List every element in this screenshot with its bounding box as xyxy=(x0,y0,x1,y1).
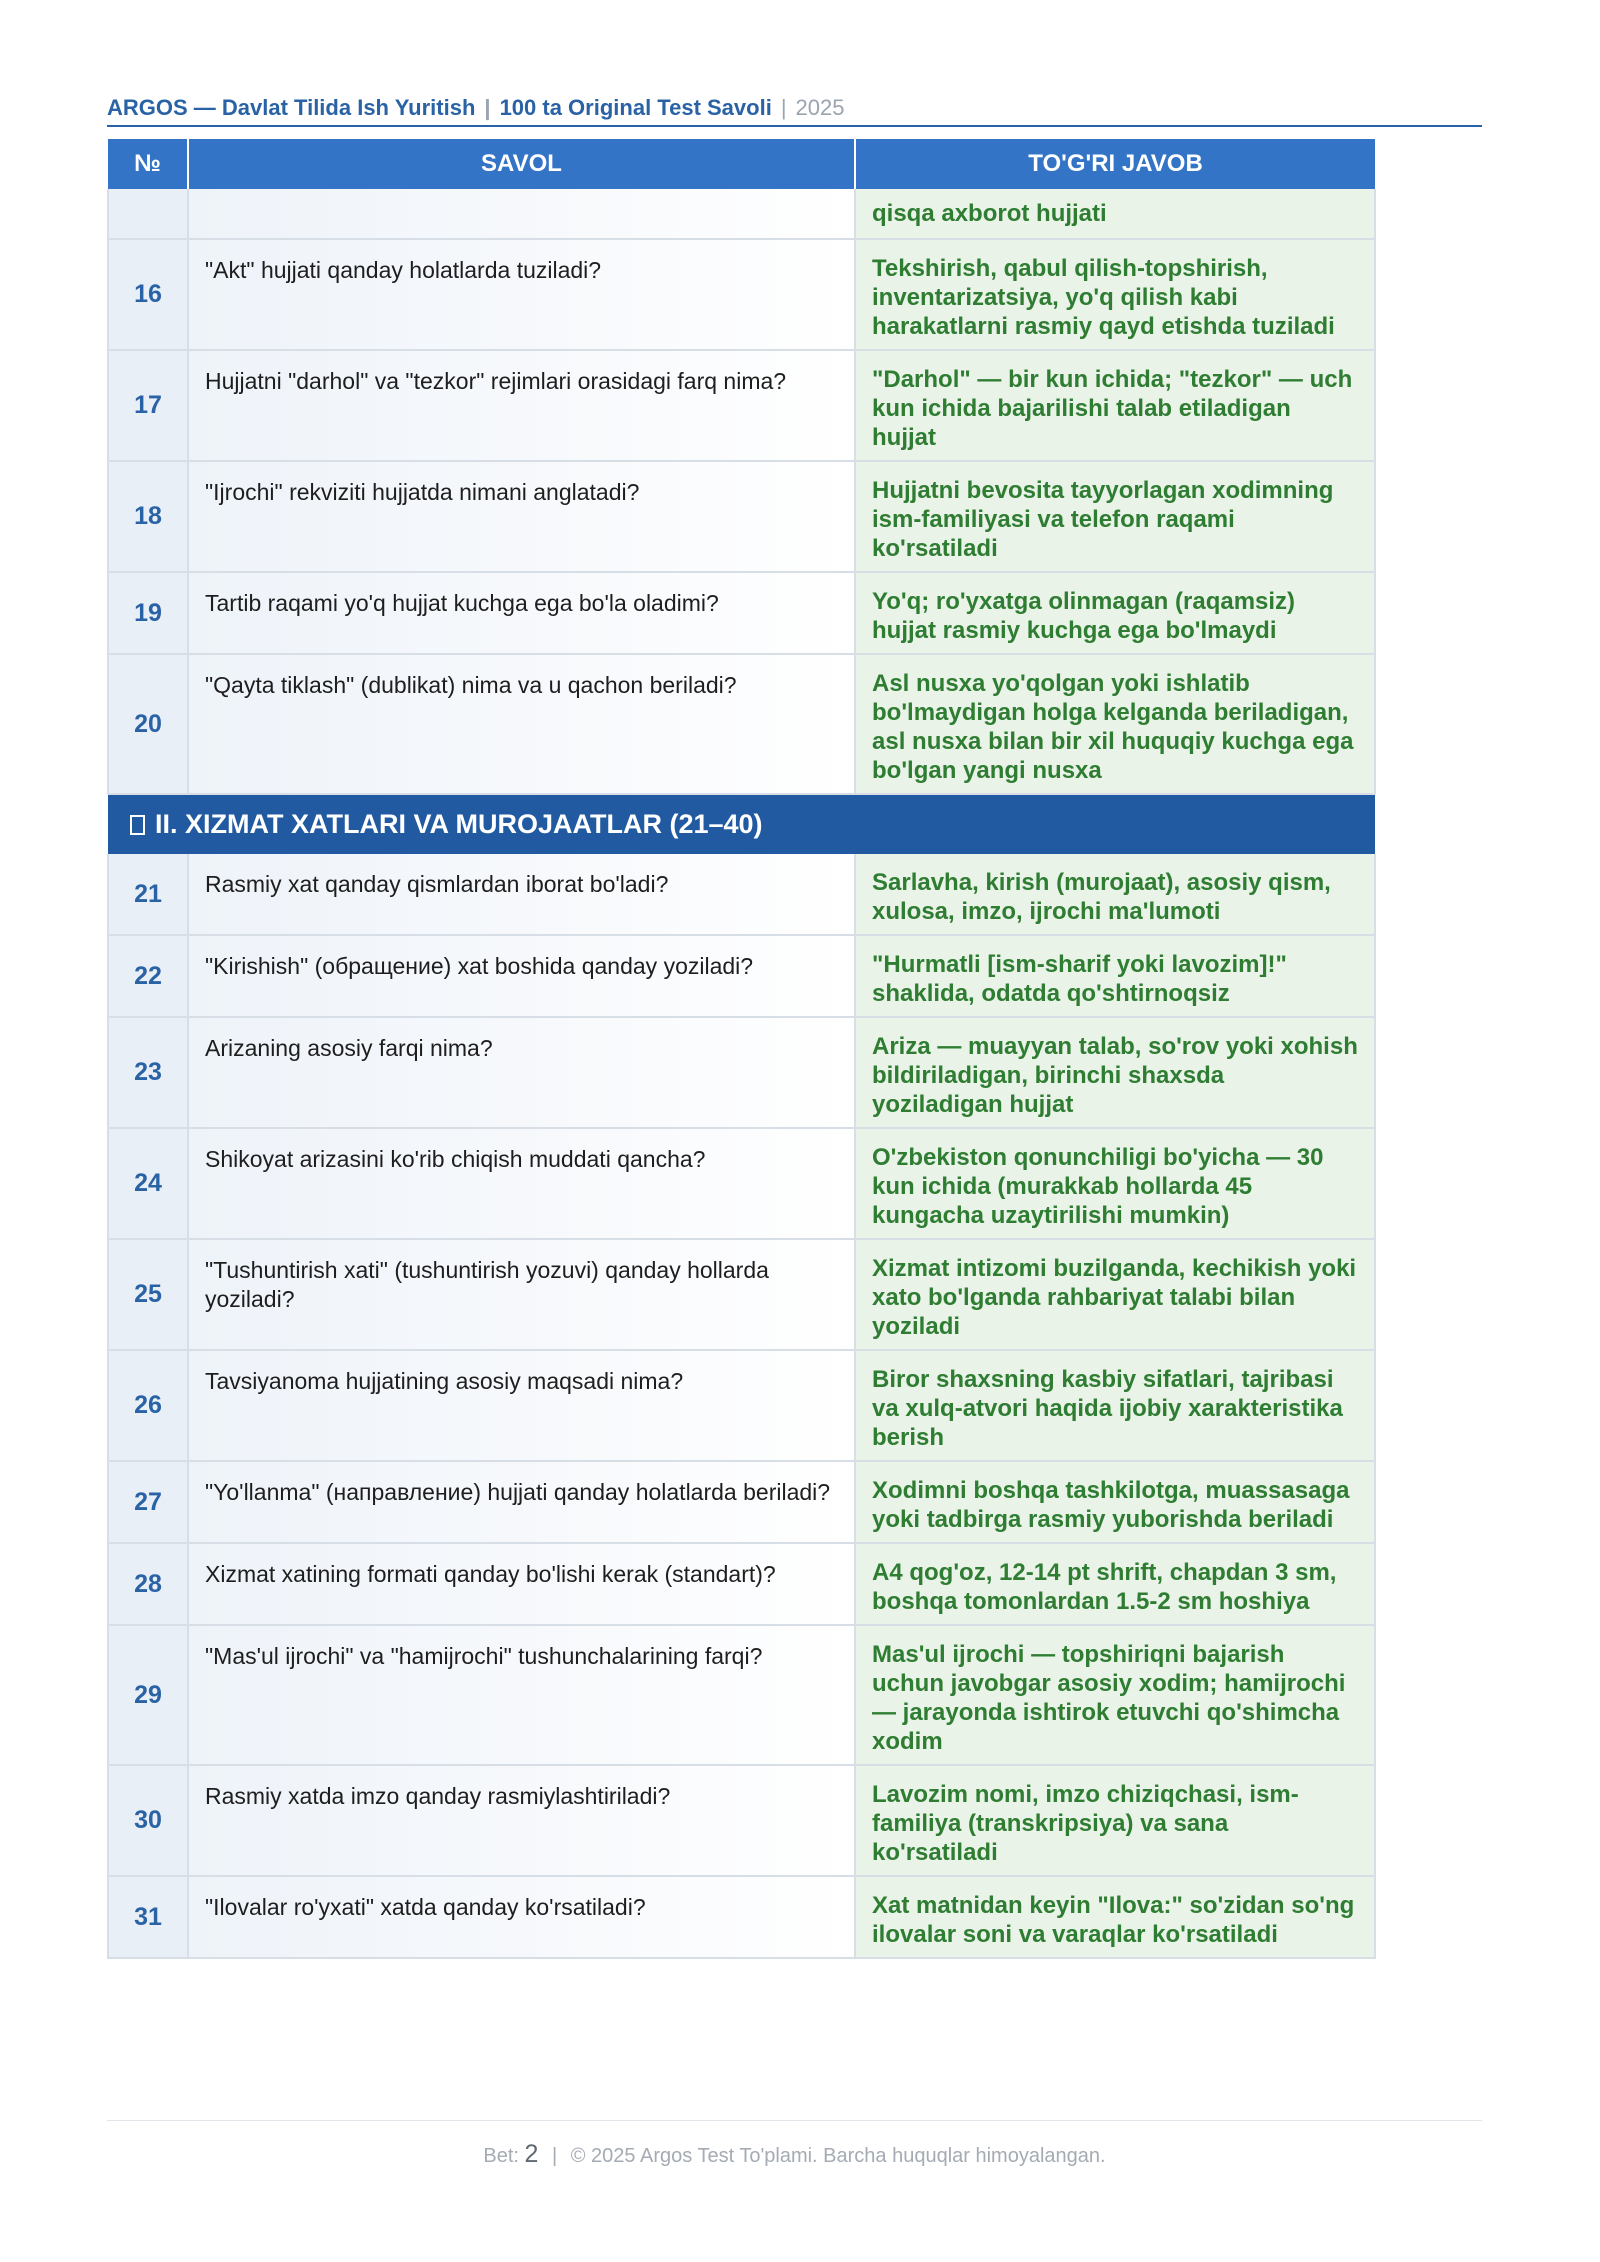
table-header-row xyxy=(108,139,1375,189)
question-text: "Ilovalar ro'yxati" xatda qanday ko'rsatiladi? xyxy=(188,1876,855,1958)
page-footer xyxy=(107,2120,1482,2169)
answer-text: Biror shaxsning kasbiy sifatlari, tajribasi va xulq-atvori haqida ijobiy xarakteristika berish xyxy=(855,1350,1375,1461)
table-row xyxy=(108,854,1375,935)
row-number: 25 xyxy=(108,1239,188,1350)
answer-text: Mas'ul ijrochi — topshiriqni bajarish uchun javobgar asosiy xodim; hamijrochi — jarayonda ishtirok etuvchi qo'shimcha xodim xyxy=(855,1625,1375,1765)
row-number-cell xyxy=(108,189,188,239)
header-separator-2: | xyxy=(780,95,787,120)
section-header-row xyxy=(108,794,1375,854)
answer-text: Sarlavha, kirish (murojaat), asosiy qism, xulosa, imzo, ijrochi ma'lumoti xyxy=(855,854,1375,935)
row-number: 29 xyxy=(108,1625,188,1765)
row-number: 24 xyxy=(108,1128,188,1239)
answer-text: "Darhol" — bir kun ichida; "tezkor" — uch kun ichida bajarilishi talab etiladigan hujjat xyxy=(855,350,1375,461)
table-row xyxy=(108,239,1375,350)
question-text: "Akt" hujjati qanday holatlarda tuziladi? xyxy=(188,239,855,350)
table-row xyxy=(108,1128,1375,1239)
column-header-number: № xyxy=(108,139,188,189)
question-text: Tavsiyanoma hujjatining asosiy maqsadi nima? xyxy=(188,1350,855,1461)
footer-page-number: 2 xyxy=(524,2140,539,2168)
footer-copyright: © 2025 Argos Test To'plami. Barcha huquqlar himoyalangan. xyxy=(570,2145,1106,2167)
header-title: ARGOS — Davlat Tilida Ish Yuritish xyxy=(107,95,476,120)
answer-text: Asl nusxa yo'qolgan yoki ishlatib bo'lmaydigan holga kelganda beriladigan, asl nusxa bilan bir xil huquqiy kuchga ega bo'lgan yangi nusxa xyxy=(855,654,1375,794)
table-row xyxy=(108,572,1375,654)
question-text: Rasmiy xatda imzo qanday rasmiylashtiriladi? xyxy=(188,1765,855,1876)
question-text: "Tushuntirish xati" (tushuntirish yozuvi) qanday hollarda yoziladi? xyxy=(188,1239,855,1350)
question-text: "Qayta tiklash" (dublikat) nima va u qachon beriladi? xyxy=(188,654,855,794)
answer-cell: qisqa axborot hujjati xyxy=(855,189,1375,239)
row-number: 28 xyxy=(108,1543,188,1625)
row-number: 26 xyxy=(108,1350,188,1461)
table-row xyxy=(108,461,1375,572)
answer-text: Hujjatni bevosita tayyorlagan xodimning ism-familiyasi va telefon raqami ko'rsatiladi xyxy=(855,461,1375,572)
row-number: 16 xyxy=(108,239,188,350)
question-cell xyxy=(188,189,855,239)
footer-separator: | xyxy=(552,2145,558,2167)
column-header-answer: TO'G'RI JAVOB xyxy=(855,139,1375,189)
page-header xyxy=(107,93,1482,127)
table-row xyxy=(108,1461,1375,1543)
table-row xyxy=(108,350,1375,461)
footer-page-label: Bet: xyxy=(483,2145,519,2167)
row-number: 19 xyxy=(108,572,188,654)
question-text: "Ijrochi" rekviziti hujjatda nimani anglatadi? xyxy=(188,461,855,572)
answer-text: Xodimni boshqa tashkilotga, muassasaga yoki tadbirga rasmiy yuborishda beriladi xyxy=(855,1461,1375,1543)
row-number: 27 xyxy=(108,1461,188,1543)
table-row-continuation xyxy=(108,189,1375,239)
column-header-question: SAVOL xyxy=(188,139,855,189)
table-row xyxy=(108,1543,1375,1625)
table-row xyxy=(108,1876,1375,1958)
table-row xyxy=(108,1765,1375,1876)
row-number: 22 xyxy=(108,935,188,1017)
table-row xyxy=(108,1350,1375,1461)
row-number: 30 xyxy=(108,1765,188,1876)
row-number: 23 xyxy=(108,1017,188,1128)
question-text: Xizmat xatining formati qanday bo'lishi kerak (standart)? xyxy=(188,1543,855,1625)
table-row xyxy=(108,1239,1375,1350)
question-text: Hujjatni "darhol" va "tezkor" rejimlari orasidagi farq nima? xyxy=(188,350,855,461)
question-text: "Yo'llanma" (направление) hujjati qanday holatlarda beriladi? xyxy=(188,1461,855,1543)
answer-text: Tekshirish, qabul qilish-topshirish, inventarizatsiya, yo'q qilish kabi harakatlarni rasmiy qayd etishda tuziladi xyxy=(855,239,1375,350)
answer-text: O'zbekiston qonunchiligi bo'yicha — 30 kun ichida (murakkab hollarda 45 kungacha uzaytirilishi mumkin) xyxy=(855,1128,1375,1239)
answer-text: Yo'q; ro'yxatga olinmagan (raqamsiz) hujjat rasmiy kuchga ega bo'lmaydi xyxy=(855,572,1375,654)
table-row xyxy=(108,935,1375,1017)
header-separator: | xyxy=(484,95,491,120)
question-text: "Mas'ul ijrochi" va "hamijrochi" tushunchalarining farqi? xyxy=(188,1625,855,1765)
question-text: Shikoyat arizasini ko'rib chiqish muddati qancha? xyxy=(188,1128,855,1239)
row-number: 31 xyxy=(108,1876,188,1958)
answer-text: "Hurmatli [ism-sharif yoki lavozim]!" shaklida, odatda qo'shtirnoqsiz xyxy=(855,935,1375,1017)
answer-text: A4 qog'oz, 12-14 pt shrift, chapdan 3 sm, boshqa tomonlardan 1.5-2 sm hoshiya xyxy=(855,1543,1375,1625)
answer-text: Xizmat intizomi buzilganda, kechikish yoki xato bo'lganda rahbariyat talabi bilan yoziladi xyxy=(855,1239,1375,1350)
header-year: 2025 xyxy=(795,95,845,120)
question-text: Rasmiy xat qanday qismlardan iborat bo'ladi? xyxy=(188,854,855,935)
table-row xyxy=(108,1017,1375,1128)
answer-text: Ariza — muayyan talab, so'rov yoki xohish bildiriladigan, birinchi shaxsda yoziladigan hujjat xyxy=(855,1017,1375,1128)
table-row xyxy=(108,1625,1375,1765)
row-number: 17 xyxy=(108,350,188,461)
answer-text: Lavozim nomi, imzo chiziqchasi, ism-familiya (transkripsiya) va sana ko'rsatiladi xyxy=(855,1765,1375,1876)
section-header xyxy=(108,794,1375,854)
question-text: Arizaning asosiy farqi nima? xyxy=(188,1017,855,1128)
row-number: 20 xyxy=(108,654,188,794)
answer-text: Xat matnidan keyin "Ilova:" so'zidan so'ng ilovalar soni va varaqlar ko'rsatiladi xyxy=(855,1876,1375,1958)
table-row xyxy=(108,654,1375,794)
section-box-icon xyxy=(130,815,145,835)
qa-table xyxy=(107,139,1376,1959)
row-number: 18 xyxy=(108,461,188,572)
row-number: 21 xyxy=(108,854,188,935)
question-text: Tartib raqami yo'q hujjat kuchga ega bo'la oladimi? xyxy=(188,572,855,654)
section-title: II. XIZMAT XATLARI VA MUROJAATLAR (21–40) xyxy=(155,809,763,839)
header-subtitle: 100 ta Original Test Savoli xyxy=(499,95,772,120)
question-text: "Kirishish" (обращение) xat boshida qanday yoziladi? xyxy=(188,935,855,1017)
